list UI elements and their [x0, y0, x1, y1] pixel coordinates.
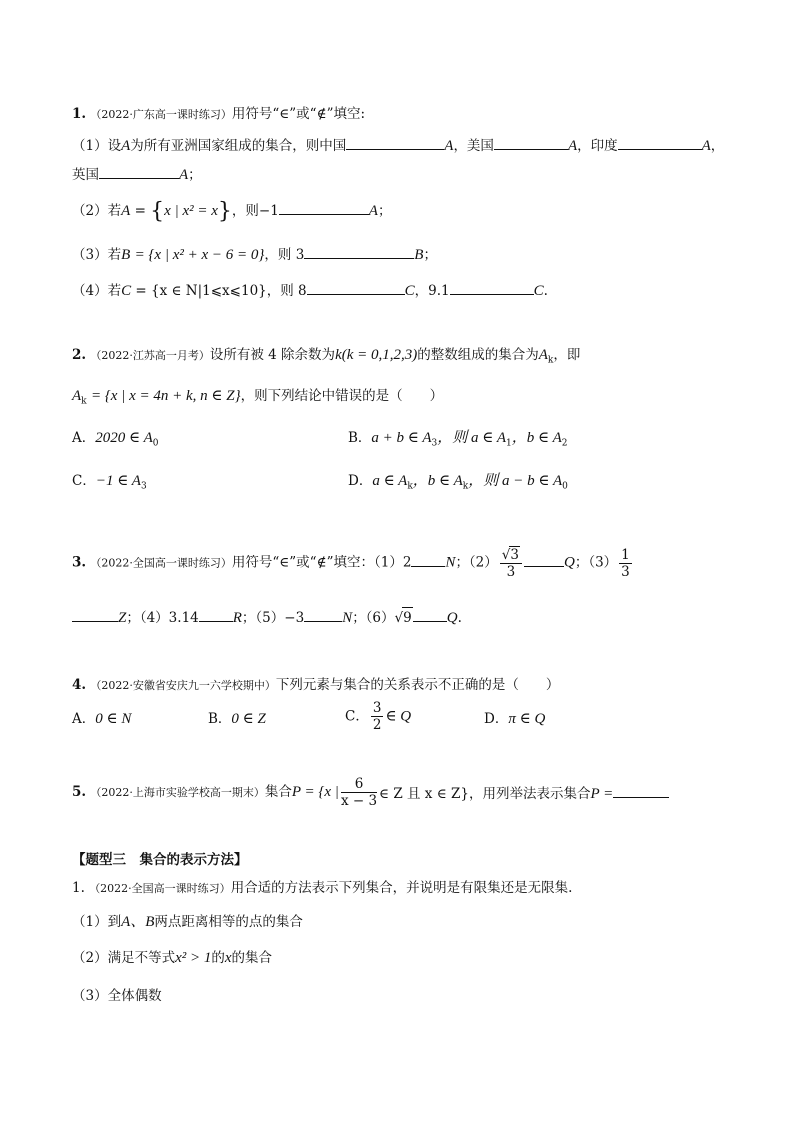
part-text: （3）全体偶数 — [72, 988, 162, 1004]
q2-sub: k — [81, 396, 87, 407]
option-text: ，b ∈ A — [511, 430, 562, 446]
option-label: C． — [345, 708, 369, 725]
answer-blank[interactable] — [304, 244, 414, 259]
q1-p2-var: A — [368, 203, 378, 219]
option-text: a ∈ A — [372, 473, 408, 489]
q1-p1-var: A — [121, 138, 131, 154]
section-q1-part2 — [72, 948, 272, 968]
answer-blank[interactable] — [199, 607, 233, 622]
q3-text: ；（3） — [574, 554, 618, 571]
q1-p3-label: （3）若 — [72, 247, 122, 263]
q3-var: Q — [563, 554, 575, 571]
q2-stem: 的整数组成的集合为 — [417, 347, 539, 363]
q1-header — [72, 104, 365, 125]
option-sub: k — [462, 481, 469, 492]
numerator: 1 — [621, 546, 630, 563]
section-q1-header — [72, 878, 572, 899]
q1-part1-cont — [72, 164, 202, 185]
q3-number: 3. — [72, 554, 87, 571]
q1-number: 1. — [72, 106, 87, 122]
q4-header — [72, 675, 559, 696]
q2-number: 2. — [72, 347, 87, 363]
q3-var: N — [445, 554, 456, 571]
section-q1-source: （2022·全国高一课时练习） — [89, 882, 231, 895]
q1-p2-set: x | x² = x — [164, 203, 218, 219]
q5-set: P = {x | — [291, 784, 339, 800]
numerator: 3 — [372, 700, 382, 716]
q2-stem: ，即 — [553, 347, 581, 363]
q1-p2-eq: = — [134, 203, 146, 219]
q5-set: P = — [590, 786, 614, 802]
answer-blank[interactable] — [494, 135, 568, 150]
q2-option-a[interactable] — [72, 428, 158, 454]
q3-line2: Z；（4）3.14 R；（5）−3 N；（6）√9 Q. — [72, 607, 462, 628]
q1-p1-var: A — [567, 138, 578, 154]
q3-text: ；（6） — [352, 610, 395, 626]
option-text: π ∈ Q — [508, 711, 546, 727]
q5-stem: ，用列举法表示集合 — [468, 786, 591, 802]
option-text: 0 ∈ Z — [231, 711, 266, 727]
option-sub: 0 — [152, 438, 159, 449]
q1-part1 — [72, 135, 724, 156]
answer-blank[interactable] — [307, 280, 405, 295]
section-q1-part1 — [72, 912, 303, 932]
q1-p2-text: ，则−1 — [231, 203, 279, 219]
q1-part2 — [72, 200, 391, 222]
option-sub: 3 — [140, 481, 147, 492]
q2-stem: 设所有被 4 除余数为 — [209, 347, 336, 363]
q1-p1-text: ， — [710, 138, 725, 154]
part-label: （1）到 — [72, 914, 122, 930]
brace-close: } — [217, 199, 232, 224]
radicand: 9 — [402, 607, 413, 628]
q1-p1-text: 英国 — [72, 167, 99, 183]
section-q1-number: 1. — [72, 880, 85, 896]
q1-p1-text: ，美国 — [453, 138, 494, 154]
q3-text: ；（5）−3 — [241, 610, 305, 626]
option-sub: 1 — [506, 438, 512, 449]
answer-blank[interactable] — [450, 280, 534, 295]
q1-part4 — [72, 280, 548, 301]
q1-p4-set: = {x ∈ N|1⩽x⩽10} — [135, 283, 267, 299]
q2-option-b[interactable] — [348, 428, 568, 454]
q1-p3-var: B — [121, 247, 131, 263]
q1-p2-label: （2）若 — [72, 203, 122, 219]
option-sub: 2 — [561, 438, 568, 449]
q1-p1-label: （1）设 — [72, 138, 122, 154]
option-sub: 3 — [431, 438, 438, 449]
one-third — [619, 547, 632, 580]
q1-p1-var: A — [701, 138, 711, 154]
q5-fraction — [341, 776, 377, 809]
numerator: 6 — [341, 776, 377, 793]
part-label: （2）满足不等式 — [72, 950, 176, 966]
q2-set-line — [72, 386, 443, 412]
q4-stem: 下列元素与集合的关系表示不正确的是（ ） — [275, 677, 560, 693]
option-sub: k — [407, 481, 413, 492]
answer-blank[interactable] — [411, 552, 445, 567]
option-label: B． — [348, 430, 372, 446]
q1-p1-var: A — [444, 138, 454, 154]
x-var: x — [224, 950, 232, 966]
option-text: 0 ∈ N — [95, 711, 132, 727]
q1-stem: 用符号“∈”或“∉”填空: — [231, 106, 366, 122]
q3-stem: 用符号“∈”或“∉”填空：（1）2 — [231, 554, 412, 571]
option-text: ，b ∈ A — [412, 473, 463, 489]
q1-p4-label: （4）若 — [72, 283, 122, 299]
points-var: A、B — [121, 914, 155, 930]
answer-blank[interactable] — [72, 607, 118, 622]
q3-text: ；（4）3.14 — [126, 610, 199, 626]
denominator: 3 — [506, 564, 516, 580]
q5-number: 5. — [72, 784, 87, 800]
q5-line — [72, 776, 669, 809]
q2-header — [72, 345, 580, 371]
denominator: x − 3 — [340, 793, 378, 809]
q3-text: ；（2） — [455, 554, 498, 571]
q3-var: N — [342, 610, 353, 626]
sqrt3-over-3: $\frac{√3}{3}$ — [500, 546, 522, 580]
three-halves — [371, 700, 384, 733]
q3-text: . — [457, 610, 462, 626]
answer-blank[interactable] — [413, 607, 447, 622]
q5-cond: ∈ Z 且 x ∈ Z} — [379, 786, 469, 802]
section-title — [72, 850, 248, 870]
q1-source: （2022·广东高一课时练习） — [90, 108, 232, 121]
q1-p4-text: . — [543, 283, 548, 299]
part-text: 的集合 — [231, 950, 273, 966]
q5-stem: 集合 — [264, 784, 292, 800]
option-label: C． — [72, 473, 96, 489]
q4-option-a[interactable] — [72, 709, 131, 729]
q1-p1-var: A — [179, 167, 189, 183]
q4-option-d[interactable] — [484, 709, 545, 729]
answer-blank[interactable] — [618, 135, 702, 150]
q5-source: （2022·上海市实验学校高一期末） — [90, 786, 265, 799]
q2-source: （2022·江苏高一月考） — [90, 349, 210, 362]
q2-k-def: k(k = 0,1,2,3) — [335, 347, 418, 363]
q1-p1-text: ； — [188, 167, 202, 183]
option-sub: 0 — [562, 481, 568, 492]
denominator: 3 — [621, 563, 630, 580]
q2-set-var: A — [538, 347, 548, 363]
option-label: D． — [348, 473, 373, 489]
q3-var: R — [232, 610, 242, 626]
q1-p2-var: A — [121, 203, 131, 219]
q4-option-b[interactable] — [208, 709, 266, 729]
q3-line1 — [72, 546, 634, 580]
q2-stem: ，则下列结论中错误的是（ ） — [240, 388, 444, 404]
option-text: ，则 a ∈ A — [437, 430, 507, 446]
option-text: 2020 ∈ A — [95, 430, 153, 446]
answer-blank[interactable] — [304, 607, 342, 622]
answer-blank[interactable] — [346, 135, 444, 150]
q4-option-c[interactable] — [345, 700, 411, 733]
q1-p4-var: C — [121, 283, 132, 299]
q1-p1-text: 为所有亚洲国家组成的集合，则中国 — [130, 138, 347, 154]
section-q1-part3 — [72, 986, 162, 1006]
q3-var: Q — [446, 610, 458, 626]
q1-part3 — [72, 244, 437, 265]
answer-blank[interactable] — [99, 164, 179, 179]
answer-blank[interactable] — [279, 200, 369, 215]
radicand: 3 — [510, 547, 519, 563]
q2-set-def: = {x | x = 4n + k, n ∈ Z} — [90, 388, 241, 404]
q2-option-d[interactable] — [348, 471, 568, 497]
q1-p3-text: ，则 3 — [264, 247, 305, 263]
q1-p1-text: ，印度 — [577, 138, 618, 154]
option-text: ，则 a − b ∈ A — [468, 473, 563, 489]
option-text: −1 ∈ A — [95, 473, 141, 489]
answer-blank[interactable] — [524, 552, 564, 567]
option-label: A． — [72, 711, 96, 727]
part-text: 两点距离相等的点的集合 — [154, 914, 303, 930]
option-label: A． — [72, 430, 96, 446]
q3-var: Z — [118, 610, 127, 626]
denominator: 2 — [372, 717, 382, 733]
q1-p4-text: ，9.1 — [414, 283, 450, 299]
q1-p4-var: C — [533, 283, 544, 299]
q3-source: （2022·全国高一课时练习） — [90, 556, 232, 570]
q2-sub: k — [547, 355, 554, 366]
q1-p3-text: ； — [423, 247, 437, 263]
q1-p4-var: C — [404, 283, 415, 299]
q1-p4-text: ，则 8 — [266, 283, 307, 299]
q4-source: （2022·安徽省安庆九一六学校期中） — [90, 679, 276, 692]
brace-open: { — [150, 199, 165, 224]
q1-p3-set: = {x | x² + x − 6 = 0} — [134, 247, 265, 263]
option-text: ∈ Q — [385, 708, 412, 725]
option-label: D． — [484, 711, 509, 727]
section-q1-stem: 用合适的方法表示下列集合，并说明是有限集还是无限集. — [230, 880, 573, 896]
q1-p3-var: B — [414, 247, 424, 263]
answer-blank[interactable] — [613, 783, 669, 798]
q2-set-var: A — [72, 388, 82, 404]
q1-p2-text: ； — [377, 203, 392, 219]
section-heading: 【题型三 集合的表示方法】 — [72, 852, 248, 868]
part-text: 的 — [211, 950, 225, 966]
option-text: a + b ∈ A — [371, 430, 432, 446]
inequality: x² > 1 — [175, 950, 212, 966]
option-label: B． — [208, 711, 232, 727]
q2-option-c[interactable] — [72, 471, 147, 497]
q4-number: 4. — [72, 677, 87, 693]
